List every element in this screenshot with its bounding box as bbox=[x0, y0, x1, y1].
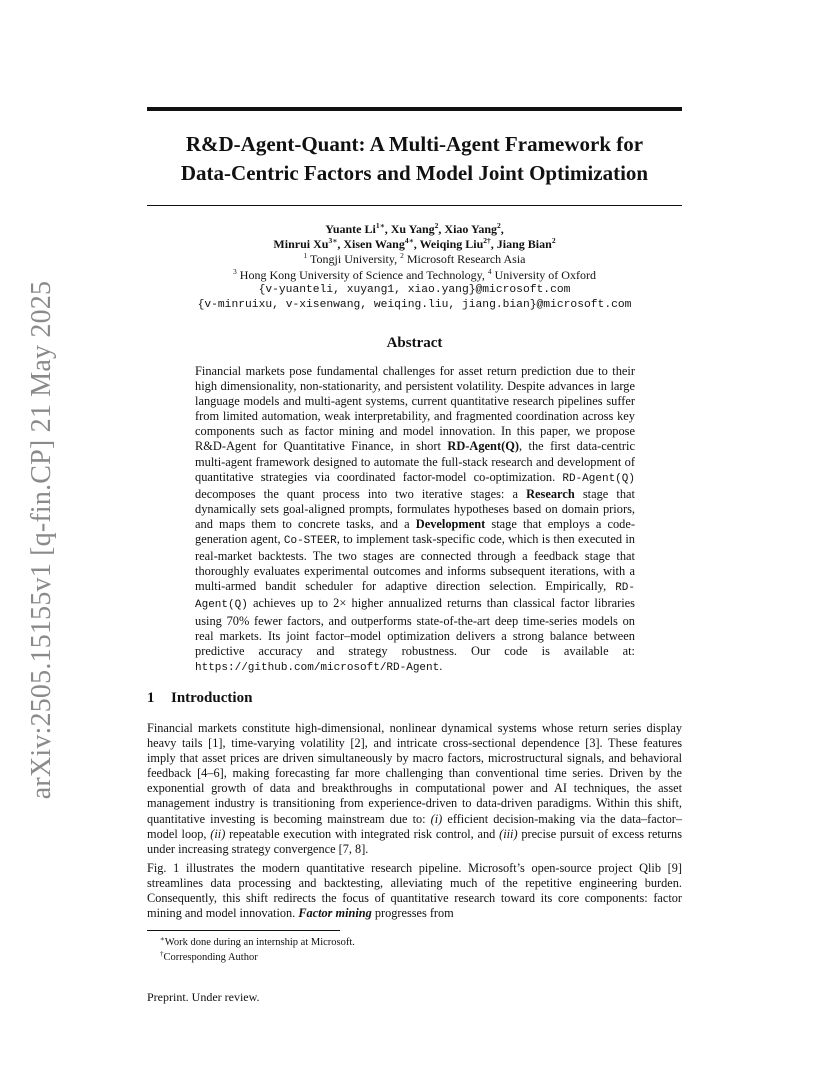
footnotes bbox=[160, 935, 355, 965]
footnote-2 bbox=[160, 950, 355, 965]
author-name: Xu Yang bbox=[390, 222, 435, 236]
abstract-bold: Research bbox=[526, 486, 575, 501]
affiliation-mark: 3 bbox=[233, 266, 237, 276]
arxiv-stamp: arXiv:2505.15155v1 [q-fin.CP] 21 May 2025 bbox=[26, 280, 57, 800]
author-sup: 2 bbox=[551, 236, 556, 246]
abstract-heading: Abstract bbox=[386, 335, 443, 351]
footnote-mark: ∗ bbox=[160, 935, 165, 943]
para-text: precise pursuit of excess returns under increasing strategy convergence [7, 8]. bbox=[147, 826, 682, 856]
title-line-2: Data-Centric Factors and Model Joint Optimization bbox=[180, 161, 649, 185]
email-line-2: {v-minruixu, v-xisenwang, weiqing.liu, jiang.bian}@microsoft.com bbox=[197, 299, 632, 312]
author-name: Jiang Bian bbox=[496, 237, 552, 252]
author-block bbox=[140, 222, 689, 313]
author-sup: 2 bbox=[434, 221, 439, 230]
affiliation-mark: 2 bbox=[400, 251, 404, 261]
para-bold-italic: Factor mining bbox=[298, 906, 372, 921]
author-sup: 1∗ bbox=[375, 221, 385, 230]
email-line-1: {v-yuanteli, xuyang1, xiao.yang}@microsoft.com bbox=[258, 283, 571, 296]
author-name: Xisen Wang bbox=[343, 237, 405, 252]
affiliation: University of Oxford bbox=[494, 267, 596, 282]
para-text: efficient decision-making via the data–factor–model loop, bbox=[147, 811, 682, 841]
affiliation: Tongji University, bbox=[310, 252, 398, 267]
para-italic: (ii) bbox=[210, 826, 226, 841]
para-text: progresses from bbox=[371, 906, 454, 921]
author-name: Yuante Li bbox=[325, 222, 376, 236]
author-sup: 3∗ bbox=[328, 236, 338, 246]
author-sup: 2 bbox=[497, 221, 501, 230]
affiliation-line-1 bbox=[140, 252, 689, 267]
author-name: Weiqing Liu bbox=[419, 237, 484, 252]
para-italic: (i) bbox=[430, 811, 443, 826]
abstract-code: Co-STEER bbox=[283, 535, 337, 548]
para-italic: (iii) bbox=[499, 826, 518, 841]
author-sup: 4∗ bbox=[404, 236, 414, 246]
author-line-1: Yuante $Li^{1∗}$, Xu Yang$^2$, Xiao Yang$^2$, bbox=[325, 221, 504, 236]
footnote-mark: † bbox=[160, 950, 164, 958]
abstract-text: decomposes the quant process into two iterative stages: a bbox=[195, 486, 527, 501]
abstract-text: Financial markets pose fundamental challenges for asset return prediction due to their high dimensionality, non-stationarity, and persistent volatility. Despite advances in large language models and multi-agent systems, current quantitative research pipelines suffer from limited automation, weak interpretability, and fragmented coordination across key components such as factor mining and model innovation. In this paper, we propose R&D-Agent for Quantitative Finance, in short bbox=[195, 364, 635, 454]
title-top-rule bbox=[147, 107, 682, 111]
code-link[interactable]: https://github.com/microsoft/RD-Agent bbox=[195, 661, 440, 674]
title-bottom-rule bbox=[147, 205, 682, 206]
intro-paragraph-2 bbox=[147, 861, 682, 921]
author-sup: 2† bbox=[483, 236, 491, 246]
footnote-text: Work done during an internship at Microsoft. bbox=[164, 937, 355, 948]
author-name: Minrui Xu bbox=[273, 237, 329, 252]
abstract-text: stage that employs a code-generation agent, bbox=[195, 516, 635, 547]
affiliation-line-2 bbox=[140, 268, 689, 283]
author-name: Xiao Yang bbox=[444, 222, 497, 236]
title-line-1: R&D-Agent-Quant: A Multi-Agent Framework for bbox=[185, 132, 644, 156]
abstract-bold: RD-Agent(Q) bbox=[447, 439, 519, 454]
affiliation-mark: 4 bbox=[487, 266, 492, 276]
preprint-note: Preprint. Under review. bbox=[147, 990, 260, 1004]
section-title: Introduction bbox=[171, 690, 253, 706]
paper-title bbox=[120, 130, 709, 188]
affiliation: Microsoft Research Asia bbox=[406, 252, 526, 267]
abstract-text: , to implement task-specific code, which is then executed in real-market backtests. The two stages are connected through a feedback stage that thoroughly evaluates experimental outcomes and informs subsequent iterations, with a multi-armed bandit scheduler for adaptive direction selection. Empirically, bbox=[195, 532, 635, 594]
para-text: Financial markets constitute high-dimensional, nonlinear dynamical systems whose return series display heavy tails [1], time-varying volatility [2], and intricate cross-sectional dependence [3]. These features imply that asset prices are driven simultaneously by macro factors, microstructural signals, and behavioral feedback [4–6], making forecasting far more challenging than conventional time series. Driven by the exponential growth of data and breakthroughs in computational power and AI techniques, the asset management industry is transitioning from experience-driven to data-driven paradigms. Within this shift, quantitative investing is becoming mainstream due to: bbox=[147, 721, 682, 826]
section-heading bbox=[147, 690, 252, 707]
abstract-code: RD-Agent(Q) bbox=[562, 472, 635, 485]
footnote-rule bbox=[147, 930, 340, 931]
intro-paragraph-1 bbox=[147, 721, 682, 857]
section-number: 1 bbox=[147, 690, 155, 706]
abstract-text: stage that dynamically sets goal-aligned prompts, formulates hypotheses based on domain priors, and maps them to concrete tasks, and a bbox=[195, 486, 635, 531]
footnote-text: Corresponding Author bbox=[163, 952, 258, 963]
author-line-2: Minrui $Xu^{3∗}$, Xisen Wang$^{4∗}$, Weiqing Liu$^{2\dagger}$, Jiang Bian$^2$ bbox=[273, 236, 556, 252]
abstract-code: RD-Agent(Q) bbox=[195, 582, 635, 612]
para-text: Fig. 1 illustrates the modern quantitative research pipeline. Microsoft’s open-source project Qlib [9] streamlines data processing and backtesting, alleviating much of the repetitive engineering burden. Consequently, this shift redirects the focus of quantitative research toward its core components: factor mining and model innovation. bbox=[147, 861, 682, 921]
affiliation-mark: 1 bbox=[303, 251, 308, 261]
abstract-body bbox=[195, 364, 635, 676]
abstract-bold: Development bbox=[415, 516, 486, 531]
abstract-text: , the first data-centric multi-agent framework designed to automate the full-stack research and development of quantitative strategies via coordinated factor-model co-optimization. bbox=[195, 439, 635, 484]
abstract-text: . bbox=[439, 658, 443, 673]
footnote-1 bbox=[160, 935, 355, 950]
abstract-text: achieves up to 2× higher annualized returns than classical factor libraries using 70% fewer factors, and outperforms state-of-the-art deep time-series models on real markets. Its joint factor–model optimization delivers a strong balance between predictive accuracy and strategy robustness. Our code is available at: bbox=[195, 596, 635, 658]
affiliation: Hong Kong University of Science and Technology, bbox=[239, 267, 485, 282]
para-text: repeatable execution with integrated risk control, and bbox=[225, 826, 500, 841]
